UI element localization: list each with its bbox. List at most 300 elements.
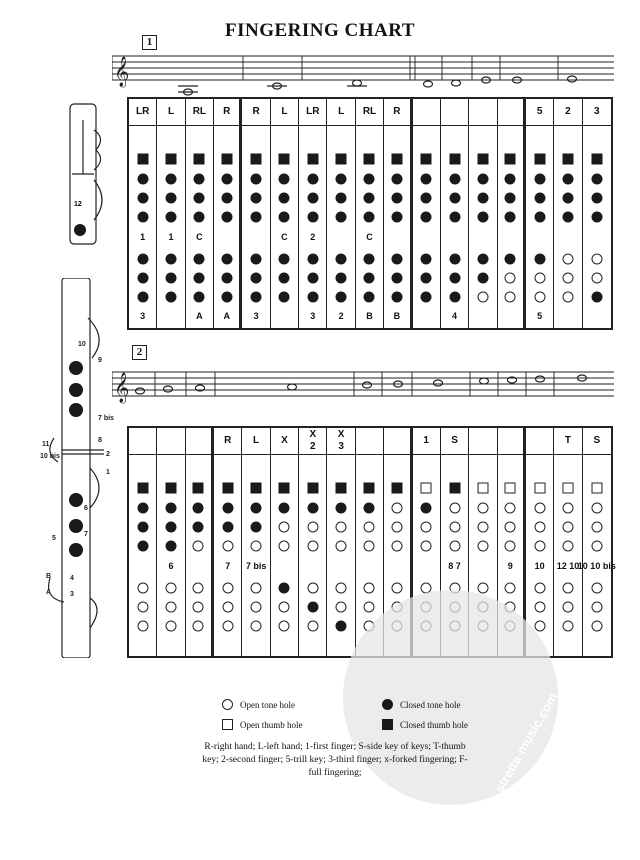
column-header xyxy=(413,428,440,455)
closed-hole-icon xyxy=(307,602,318,613)
key-label: 3 xyxy=(140,311,146,321)
closed-hole-icon xyxy=(391,254,402,265)
closed-hole-icon xyxy=(194,193,205,204)
open-hole-icon xyxy=(477,292,488,303)
closed-hole-icon xyxy=(307,193,318,204)
instrument-label: 12 xyxy=(74,201,82,208)
column-header xyxy=(498,99,523,126)
closed-thumb-icon xyxy=(391,154,402,165)
column-header-text: L xyxy=(281,106,288,117)
instrument-label: 11 xyxy=(42,441,50,448)
closed-hole-icon xyxy=(382,699,393,710)
key-label: B xyxy=(366,311,373,321)
open-hole-icon xyxy=(364,522,375,533)
closed-hole-icon xyxy=(279,583,290,594)
svg-text:𝄞: 𝄞 xyxy=(114,373,130,403)
fingering-column xyxy=(129,99,157,328)
open-hole-icon xyxy=(591,602,602,613)
key-label: 1 xyxy=(168,232,174,242)
open-hole-icon xyxy=(534,273,545,284)
closed-hole-icon xyxy=(251,522,262,533)
closed-thumb-icon xyxy=(449,154,460,165)
legend-open-thumb xyxy=(222,719,303,730)
open-hole-icon xyxy=(534,621,545,632)
fingering-column xyxy=(157,99,185,328)
key-label: 4 xyxy=(452,311,458,321)
column-header xyxy=(186,428,211,455)
column-header-text: L xyxy=(167,106,175,117)
open-hole-icon xyxy=(307,522,318,533)
open-hole-icon xyxy=(222,602,233,613)
closed-hole-icon xyxy=(391,212,402,223)
legend xyxy=(222,692,542,732)
closed-hole-icon xyxy=(562,193,573,204)
fingering-column xyxy=(356,99,384,328)
instrument-label: 1 xyxy=(106,469,110,476)
closed-hole-icon xyxy=(336,193,347,204)
fingering-column xyxy=(299,99,327,328)
open-hole-icon xyxy=(193,602,204,613)
closed-hole-icon xyxy=(166,522,177,533)
column-header-text: T xyxy=(564,435,572,446)
closed-thumb-icon xyxy=(137,483,148,494)
open-hole-icon xyxy=(336,583,347,594)
open-hole-icon xyxy=(222,541,233,552)
open-thumb-icon xyxy=(591,483,602,494)
closed-hole-icon xyxy=(166,503,177,514)
column-header xyxy=(157,99,184,126)
open-hole-icon xyxy=(562,602,573,613)
closed-hole-icon xyxy=(364,254,375,265)
closed-hole-icon xyxy=(391,292,402,303)
closed-hole-icon xyxy=(193,503,204,514)
closed-hole-icon xyxy=(534,254,545,265)
closed-hole-icon xyxy=(251,292,262,303)
closed-hole-icon xyxy=(449,254,460,265)
closed-hole-icon xyxy=(421,292,432,303)
closed-hole-icon xyxy=(336,254,347,265)
closed-hole-icon xyxy=(307,254,318,265)
closed-hole-icon xyxy=(137,522,148,533)
closed-hole-icon xyxy=(251,503,262,514)
key-label: C xyxy=(196,232,203,242)
instrument-label: 10 xyxy=(78,341,86,348)
open-hole-icon xyxy=(562,522,573,533)
open-hole-icon xyxy=(193,621,204,632)
key-label: 2 xyxy=(310,232,316,242)
closed-thumb-icon xyxy=(194,154,205,165)
closed-hole-icon xyxy=(279,254,290,265)
key-label: 1 xyxy=(140,232,146,242)
open-hole-icon xyxy=(505,583,516,594)
closed-hole-icon xyxy=(307,212,318,223)
column-header-text: 3 xyxy=(594,106,600,117)
closed-hole-icon xyxy=(194,212,205,223)
closed-hole-icon xyxy=(194,273,205,284)
closed-hole-icon xyxy=(137,292,148,303)
closed-hole-icon xyxy=(222,522,233,533)
fingering-column xyxy=(441,99,469,328)
fingering-column xyxy=(214,428,242,656)
fingering-column xyxy=(299,428,327,656)
closed-hole-icon xyxy=(591,212,602,223)
fingering-column xyxy=(271,99,299,328)
closed-thumb-icon xyxy=(591,154,602,165)
column-header xyxy=(554,428,581,455)
open-hole-icon xyxy=(222,621,233,632)
key-label: 9 xyxy=(507,561,513,571)
closed-hole-icon xyxy=(166,292,177,303)
closed-thumb-icon xyxy=(364,154,375,165)
closed-hole-icon xyxy=(505,174,516,185)
closed-hole-icon xyxy=(336,292,347,303)
closed-thumb-icon xyxy=(279,154,290,165)
column-header-text: 3 xyxy=(338,441,344,452)
key-label: 12 10 xyxy=(556,561,580,571)
closed-hole-icon xyxy=(251,174,262,185)
open-hole-icon xyxy=(449,522,460,533)
fingering-column xyxy=(384,99,412,328)
closed-hole-icon xyxy=(307,503,318,514)
column-header-text: 5 xyxy=(536,106,543,117)
closed-hole-icon xyxy=(279,174,290,185)
section-2-number: 2 xyxy=(132,345,147,360)
open-hole-icon xyxy=(137,602,148,613)
fingering-column xyxy=(327,99,355,328)
legend-label: Open tone hole xyxy=(240,699,295,710)
column-header xyxy=(384,99,409,126)
open-hole-icon xyxy=(534,602,545,613)
column-header xyxy=(498,428,523,455)
closed-hole-icon xyxy=(421,212,432,223)
section-1-number: 1 xyxy=(142,35,157,50)
closed-hole-icon xyxy=(279,193,290,204)
key-label: 7 bis xyxy=(245,561,267,571)
closed-thumb-icon xyxy=(251,483,262,494)
key-label: C xyxy=(366,232,373,242)
closed-hole-icon xyxy=(307,292,318,303)
closed-hole-icon xyxy=(336,212,347,223)
column-header-text: R xyxy=(393,106,401,117)
fingering-column xyxy=(554,428,582,656)
column-header xyxy=(327,99,354,126)
closed-hole-icon xyxy=(221,273,232,284)
column-header xyxy=(327,428,354,455)
open-hole-icon xyxy=(591,541,602,552)
open-hole-icon xyxy=(421,541,432,552)
fingering-column xyxy=(469,99,497,328)
key-label: 3 xyxy=(310,311,316,321)
column-header-text: R xyxy=(223,106,231,117)
closed-hole-icon xyxy=(391,273,402,284)
column-header-text: R xyxy=(224,435,232,446)
closed-hole-icon xyxy=(336,621,347,632)
closed-hole-icon xyxy=(477,254,488,265)
open-hole-icon xyxy=(591,583,602,594)
key-label: A xyxy=(196,311,203,321)
closed-thumb-icon xyxy=(222,483,233,494)
closed-thumb-icon xyxy=(449,483,460,494)
open-hole-icon xyxy=(137,583,148,594)
instrument-label: 9 xyxy=(98,357,102,364)
open-thumb-icon xyxy=(534,483,545,494)
instrument-label: 2 xyxy=(106,451,110,458)
open-thumb-icon xyxy=(222,719,233,730)
instrument-label: B xyxy=(46,573,52,580)
open-hole-icon xyxy=(534,522,545,533)
closed-thumb-icon xyxy=(251,154,262,165)
closed-thumb-icon xyxy=(166,483,177,494)
open-hole-icon xyxy=(251,621,262,632)
open-hole-icon xyxy=(477,541,488,552)
closed-thumb-icon xyxy=(193,483,204,494)
column-header xyxy=(441,99,468,126)
closed-hole-icon xyxy=(251,273,262,284)
closed-hole-icon xyxy=(137,193,148,204)
legend-label: Open thumb hole xyxy=(240,719,303,730)
column-header xyxy=(384,428,409,455)
open-hole-icon xyxy=(477,583,488,594)
fingering-column xyxy=(242,428,270,656)
closed-thumb-icon xyxy=(137,154,148,165)
closed-hole-icon xyxy=(477,273,488,284)
closed-hole-icon xyxy=(221,174,232,185)
closed-thumb-icon xyxy=(364,483,375,494)
open-hole-icon xyxy=(279,621,290,632)
instrument-label: 7 bis xyxy=(98,415,114,422)
open-thumb-icon xyxy=(477,483,488,494)
open-hole-icon xyxy=(137,621,148,632)
closed-hole-icon xyxy=(251,193,262,204)
column-header xyxy=(186,99,213,126)
open-hole-icon xyxy=(534,503,545,514)
column-header-text: X xyxy=(281,435,288,446)
open-hole-icon xyxy=(166,621,177,632)
closed-hole-icon xyxy=(421,174,432,185)
open-hole-icon xyxy=(391,503,402,514)
instrument-label: 8 xyxy=(98,437,102,444)
column-header-text: R xyxy=(252,106,260,117)
open-hole-icon xyxy=(251,583,262,594)
closed-thumb-icon xyxy=(391,483,402,494)
column-header-text: X xyxy=(337,429,345,440)
open-hole-icon xyxy=(505,273,516,284)
open-hole-icon xyxy=(591,273,602,284)
closed-hole-icon xyxy=(364,212,375,223)
closed-hole-icon xyxy=(591,292,602,303)
closed-hole-icon xyxy=(591,174,602,185)
open-thumb-icon xyxy=(421,483,432,494)
key-label: 3 xyxy=(253,311,259,321)
column-header-text: LR xyxy=(306,106,320,117)
fingering-grid-2 xyxy=(127,426,616,658)
closed-hole-icon xyxy=(477,212,488,223)
legend-open-tone xyxy=(222,699,295,710)
closed-hole-icon xyxy=(336,503,347,514)
fingering-column xyxy=(526,99,554,328)
legend-label: Closed thumb hole xyxy=(400,719,468,730)
closed-hole-icon xyxy=(221,193,232,204)
closed-hole-icon xyxy=(307,273,318,284)
closed-hole-icon xyxy=(307,174,318,185)
closed-hole-icon xyxy=(194,254,205,265)
closed-hole-icon xyxy=(279,292,290,303)
closed-hole-icon xyxy=(137,174,148,185)
closed-hole-icon xyxy=(477,174,488,185)
open-hole-icon xyxy=(166,583,177,594)
open-hole-icon xyxy=(562,254,573,265)
closed-hole-icon xyxy=(449,273,460,284)
open-hole-icon xyxy=(193,541,204,552)
column-header-text: L xyxy=(338,106,345,117)
key-label: 6 xyxy=(168,561,174,571)
column-header-text: S xyxy=(451,435,458,446)
legend-closed-thumb xyxy=(382,719,468,730)
key-label: 5 xyxy=(537,311,543,321)
watermark-text: stretta-music.com xyxy=(491,690,561,795)
open-hole-icon xyxy=(336,602,347,613)
closed-hole-icon xyxy=(562,212,573,223)
closed-thumb-icon xyxy=(562,154,573,165)
closed-hole-icon xyxy=(391,174,402,185)
column-header xyxy=(526,99,553,126)
closed-hole-icon xyxy=(279,503,290,514)
column-header xyxy=(271,99,298,126)
open-hole-icon xyxy=(364,602,375,613)
closed-thumb-icon xyxy=(279,483,290,494)
chart-title: FINGERING CHART xyxy=(225,20,415,41)
open-hole-icon xyxy=(307,541,318,552)
closed-thumb-icon xyxy=(534,154,545,165)
key-label: A xyxy=(223,311,230,321)
fingering-column xyxy=(271,428,299,656)
closed-hole-icon xyxy=(336,273,347,284)
closed-hole-icon xyxy=(336,174,347,185)
closed-hole-icon xyxy=(421,273,432,284)
column-header-text: X xyxy=(309,429,317,440)
key-label: 8 7 xyxy=(448,561,461,571)
open-hole-icon xyxy=(562,273,573,284)
closed-thumb-icon xyxy=(477,154,488,165)
open-hole-icon xyxy=(336,522,347,533)
open-hole-icon xyxy=(449,503,460,514)
column-header-text: RL xyxy=(192,106,207,117)
open-hole-icon xyxy=(307,583,318,594)
closed-hole-icon xyxy=(222,503,233,514)
closed-hole-icon xyxy=(421,193,432,204)
closed-hole-icon xyxy=(137,503,148,514)
closed-hole-icon xyxy=(251,212,262,223)
open-hole-icon xyxy=(477,503,488,514)
open-hole-icon xyxy=(591,503,602,514)
column-header-text: RL xyxy=(362,106,377,117)
open-hole-icon xyxy=(534,292,545,303)
closed-hole-icon xyxy=(562,174,573,185)
closed-thumb-icon xyxy=(307,483,318,494)
column-header xyxy=(526,428,553,455)
column-header xyxy=(157,428,184,455)
open-hole-icon xyxy=(534,583,545,594)
column-header-text: 2 xyxy=(565,106,571,117)
fingering-column xyxy=(526,428,554,656)
open-hole-icon xyxy=(534,541,545,552)
closed-hole-icon xyxy=(364,292,375,303)
open-hole-icon xyxy=(222,583,233,594)
open-hole-icon xyxy=(505,292,516,303)
closed-hole-icon xyxy=(166,273,177,284)
closed-hole-icon xyxy=(251,254,262,265)
open-hole-icon xyxy=(505,541,516,552)
closed-hole-icon xyxy=(364,193,375,204)
closed-hole-icon xyxy=(137,273,148,284)
closed-hole-icon xyxy=(166,193,177,204)
abbreviations-note: R-right hand; L-left hand; 1-first finger; S-side key of keys; T-thumb key; 2-second finger; 5-trill key; 3-third finger; x-forked fingering; F-full fingering; xyxy=(202,742,468,778)
fingering-column xyxy=(186,428,214,656)
closed-hole-icon xyxy=(449,193,460,204)
key-label: 10 10 bis xyxy=(577,561,616,571)
clarinet-lower-diagram xyxy=(40,278,118,658)
open-hole-icon xyxy=(391,541,402,552)
closed-thumb-icon xyxy=(421,154,432,165)
open-hole-icon xyxy=(391,522,402,533)
open-hole-icon xyxy=(505,503,516,514)
legend-label: Closed tone hole xyxy=(400,699,461,710)
closed-hole-icon xyxy=(421,503,432,514)
open-hole-icon xyxy=(391,583,402,594)
fingering-column xyxy=(577,428,616,656)
open-hole-icon xyxy=(336,541,347,552)
closed-hole-icon xyxy=(591,193,602,204)
closed-hole-icon xyxy=(137,254,148,265)
closed-hole-icon xyxy=(137,212,148,223)
open-hole-icon xyxy=(166,602,177,613)
fingering-column xyxy=(554,99,582,328)
open-hole-icon xyxy=(562,621,573,632)
key-label: B xyxy=(393,311,401,321)
closed-hole-icon xyxy=(391,193,402,204)
closed-thumb-icon xyxy=(505,154,516,165)
fingering-column xyxy=(413,99,441,328)
fingering-grid-1 xyxy=(127,97,613,330)
fingering-column xyxy=(214,99,242,328)
column-header xyxy=(299,99,326,126)
closed-hole-icon xyxy=(166,254,177,265)
closed-hole-icon xyxy=(534,212,545,223)
column-header xyxy=(583,99,611,126)
closed-hole-icon xyxy=(449,292,460,303)
column-header xyxy=(469,428,496,455)
closed-hole-icon xyxy=(194,174,205,185)
closed-hole-icon xyxy=(534,193,545,204)
open-hole-icon xyxy=(591,621,602,632)
instrument-label: 10 bis xyxy=(40,453,60,460)
closed-hole-icon xyxy=(166,212,177,223)
closed-thumb-icon xyxy=(336,154,347,165)
key-label: 10 xyxy=(534,561,545,571)
column-header-text: LR xyxy=(136,106,150,117)
closed-hole-icon xyxy=(477,193,488,204)
open-hole-icon xyxy=(251,602,262,613)
staff-1 xyxy=(112,52,614,98)
open-hole-icon xyxy=(562,292,573,303)
closed-hole-icon xyxy=(221,292,232,303)
legend-closed-tone xyxy=(382,699,461,710)
open-hole-icon xyxy=(562,583,573,594)
open-hole-icon xyxy=(505,522,516,533)
closed-hole-icon xyxy=(449,174,460,185)
column-header xyxy=(242,428,269,455)
fingering-column xyxy=(498,99,526,328)
